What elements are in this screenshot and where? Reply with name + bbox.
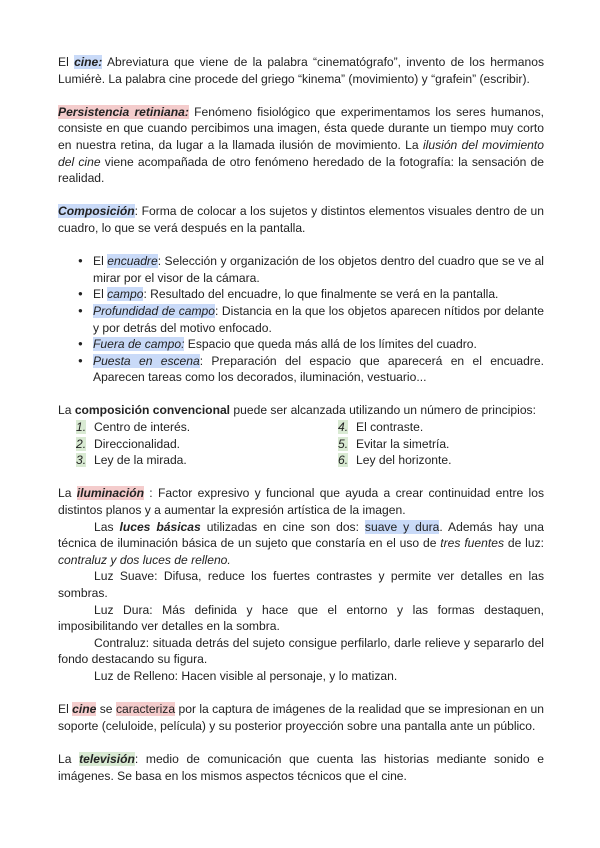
paragraph-luz-dura: Luz Dura: Más definida y hace que el entorno y las formas destaquen, imposibilitando ver detalles en la sombra. — [58, 602, 544, 634]
list-item: ● Profundidad de campo: Distancia en la que los objetos aparecen nítidos por delante y por detrás del motivo enfocado. — [58, 303, 544, 336]
term-composicion: Composición — [58, 204, 135, 219]
paragraph-iluminacion: La iluminación : Factor expresivo y funcional que ayuda a crear continuidad entre los distintos planos y a aumentar la expresión artística de la imagen. — [58, 486, 545, 518]
principles-list — [58, 419, 544, 469]
list-item: ● El encuadre: Selección y organización de los objetos dentro del cuadro que se ve al mirar por el visor de la cámara. — [58, 253, 544, 286]
list-item: 4. El contraste. — [338, 420, 424, 435]
paragraph-cine: El cine: Abreviatura que viene de la palabra “cinematógrafo”, invento de los hermanos Lumiérè. La palabra cine procede del griego “kinema” (movimiento) y “grafein” (escribir). — [58, 55, 544, 86]
list-item: ● Fuera de campo: Espacio que queda más allá de los límites del cuadro. — [58, 336, 544, 353]
term-television: televisión — [79, 751, 135, 766]
term-cine: cine: — [74, 55, 103, 69]
term-luces-basicas: luces básicas — [119, 519, 201, 534]
list-item: 3. Ley de la mirada. — [76, 453, 187, 468]
list-item: 6. Ley del horizonte. — [338, 453, 452, 468]
term-persistencia-retiniana: Persistencia retiniana: — [58, 104, 189, 119]
document-page — [58, 54, 544, 784]
term-cine-2: cine — [72, 702, 97, 717]
paragraph-persistencia: Persistencia retiniana: Fenómeno fisiológico que experimentamos los seres humanos, consiste en que cuando percibimos una imagen, ésta quede durante un tiempo muy corto en nuestra retina, da lugar a la llamada ilusión de movimiento. La ilusión del movimiento del cine viene acompañada de otro fenómeno heredado de la fotografía: la sensación de realidad. — [58, 104, 545, 186]
term-iluminacion: iluminación — [76, 486, 144, 501]
list-item: ● Puesta en escena: Preparación del espacio que aparecerá en el encuadre. Aparecen tareas como los decorados, iluminación, vestuario... — [58, 353, 544, 386]
paragraph-luz-suave: Luz Suave: Difusa, reduce los fuertes contrastes y permite ver detalles en las sombras. — [58, 569, 544, 600]
list-item: 1. Centro de interés. — [76, 420, 191, 435]
paragraph-television: La televisión: medio de comunicación que cuenta las historias mediante sonido e imágenes. Se basa en los mismos aspectos técnicos que el cine. — [58, 751, 544, 783]
term-composicion-convencional: composición convencional — [74, 403, 231, 418]
paragraph-contraluz: Contraluz: situada detrás del sujeto consigue perfilarlo, darle relieve y separarlo del fondo destacando su figura. — [58, 635, 544, 667]
paragraph-composicion: Composición: Forma de colocar a los sujetos y distintos elementos visuales dentro de un cuadro, lo que se verá después en la pantalla. — [58, 204, 544, 235]
composition-bullet-list — [58, 253, 544, 386]
list-item: ● El campo: Resultado del encuadre, lo que finalmente se verá en la pantalla. — [58, 286, 544, 303]
paragraph-cine-caracteriza: El cine se caracteriza por la captura de imágenes de la realidad que se impresionan en un soporte (celuloide, película) y su posterior proyección sobre una pantalla ante un público. — [58, 702, 544, 733]
paragraph-composicion-convencional: La composición convencional puede ser alcanzada utilizando un número de principios: — [58, 403, 536, 418]
list-item: 2. Direccionalidad. — [76, 436, 181, 451]
paragraph-luz-relleno: Luz de Relleno: Hacen visible al personaje, y lo matizan. — [94, 668, 398, 683]
paragraph-luces-basicas: Las luces básicas utilizadas en cine son dos: suave y dura. Además hay una técnica de iluminación básica de un sujeto que constaría en el uso de tres fuentes de luz: contraluz y dos luces de relleno. — [58, 519, 544, 567]
list-item: 5. Evitar la simetría. — [338, 436, 450, 451]
